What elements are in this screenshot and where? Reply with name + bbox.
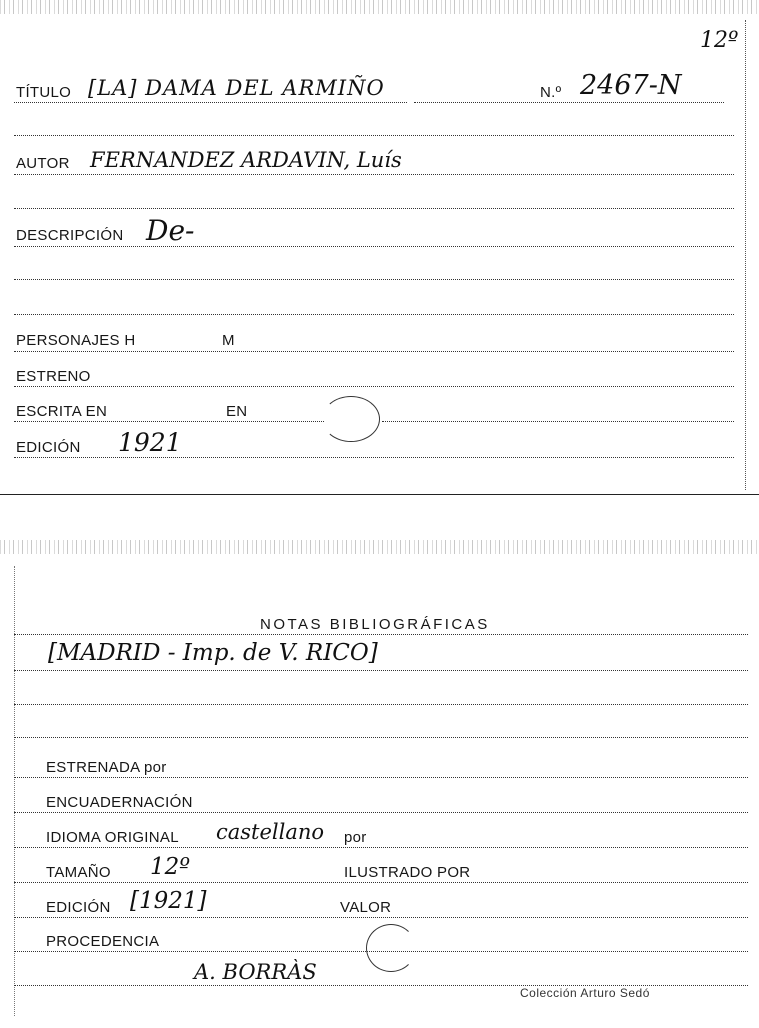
notas-heading: NOTAS BIBLIOGRÁFICAS xyxy=(260,616,490,633)
escrita-rule-right xyxy=(382,421,734,422)
edicion-back-label: EDICIÓN xyxy=(46,899,111,916)
descripcion-rule xyxy=(14,246,734,247)
procedencia-rule xyxy=(14,951,748,952)
estrenada-label: ESTRENADA por xyxy=(46,759,167,776)
blank-rule xyxy=(14,704,748,705)
numero-label: N.º xyxy=(540,84,562,101)
punch-hole xyxy=(366,924,416,972)
estrenada-rule xyxy=(14,777,748,778)
catalog-card-front xyxy=(0,0,759,495)
autor-rule xyxy=(14,174,734,175)
edicion-value: 1921 xyxy=(118,428,182,457)
edicion-back-rule xyxy=(14,917,748,918)
estreno-rule xyxy=(14,386,734,387)
escrita-rule xyxy=(14,421,324,422)
titulo-rule-right xyxy=(414,102,724,103)
blank-rule xyxy=(14,314,734,315)
valor-label: VALOR xyxy=(340,899,392,916)
edicion-label: EDICIÓN xyxy=(16,439,81,456)
paper-edge-texture xyxy=(0,540,759,554)
escrita-label: ESCRITA EN xyxy=(16,403,108,420)
ilustrado-label: ILUSTRADO POR xyxy=(344,864,471,881)
paper-edge-texture xyxy=(0,0,759,14)
autor-label: AUTOR xyxy=(16,155,70,172)
notas-value: [MADRID - Imp. de V. RICO] xyxy=(48,640,378,666)
idioma-rule xyxy=(14,847,748,848)
catalog-card-back xyxy=(0,536,759,1028)
notas-value-rule xyxy=(14,670,748,671)
tamano-rule xyxy=(14,882,748,883)
procedencia-value: A. BORRÀS xyxy=(194,960,317,984)
notas-rule xyxy=(14,634,748,635)
edicion-back-value: [1921] xyxy=(130,888,207,914)
tamano-value: 12º xyxy=(150,854,191,880)
titulo-label: TÍTULO xyxy=(16,84,72,101)
encuadernacion-label: ENCUADERNACIÓN xyxy=(46,794,193,811)
blank-rule xyxy=(14,135,734,136)
blank-rule xyxy=(14,208,734,209)
descripcion-label: DESCRIPCIÓN xyxy=(16,227,124,244)
idioma-label: IDIOMA ORIGINAL xyxy=(46,829,179,846)
autor-value: FERNANDEZ ARDAVIN, Luís xyxy=(90,148,402,172)
idioma-value: castellano xyxy=(216,820,325,844)
descripcion-value: De- xyxy=(146,214,195,247)
personajes-m-label: M xyxy=(222,332,235,349)
encuadernacion-rule xyxy=(14,812,748,813)
idioma-por-label: por xyxy=(344,829,367,846)
blank-rule xyxy=(14,279,734,280)
blank-rule xyxy=(14,737,748,738)
card-right-edge xyxy=(745,20,746,490)
corner-size-note: 12º xyxy=(700,28,739,53)
titulo-rule xyxy=(14,102,407,103)
tamano-label: TAMAÑO xyxy=(46,864,111,881)
escrita-en-label: EN xyxy=(226,403,248,420)
edicion-rule xyxy=(14,457,734,458)
punch-hole xyxy=(322,396,380,442)
personajes-label: PERSONAJES H xyxy=(16,332,136,349)
titulo-value: [LA] DAMA DEL ARMIÑO xyxy=(88,76,385,100)
collection-footer: Colección Arturo Sedó xyxy=(520,986,650,1000)
numero-value: 2467-N xyxy=(580,70,682,101)
personajes-rule xyxy=(14,351,734,352)
estreno-label: ESTRENO xyxy=(16,368,91,385)
procedencia-label: PROCEDENCIA xyxy=(46,933,160,950)
